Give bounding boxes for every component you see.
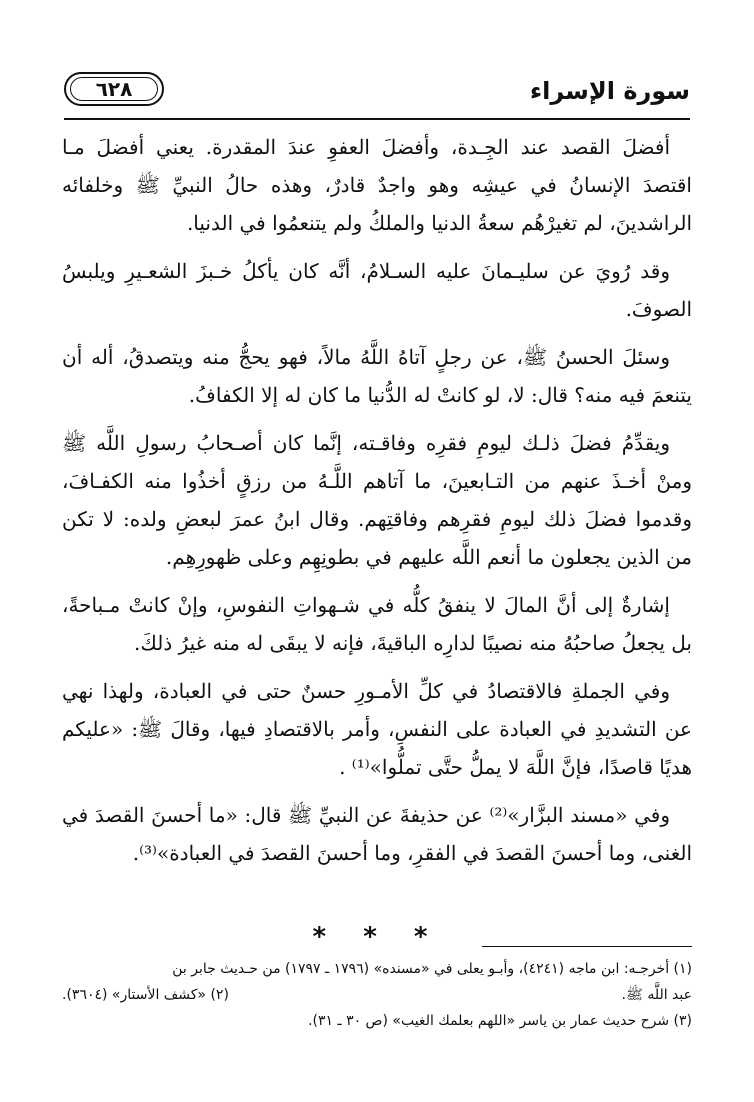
page-number: ٦٢٨	[95, 77, 133, 101]
footnote-3: (٣) شرح حديث عمار بن ياسر «اللهم بعلمك الغيب» (ص ٣٠ ـ ٣١).	[308, 1013, 692, 1029]
surah-title: سورة الإسراء	[529, 77, 690, 105]
page-header	[64, 64, 690, 120]
paragraph-3: وسئلَ الحسنُ ﷺ، عن رجلٍ آتاهُ اللَّهُ مالاً، فهو يحجُّ منه ويتصدقُ، أله أن يتنعمَ فيه منه؟ قال: لا، لو كانتْ له الدُّنيا ما كان له إلا الكفافُ.	[62, 345, 692, 407]
page-number-badge	[64, 72, 164, 106]
footnote-2: (٢) «كشف الأستار» (٣٦٠٤).	[62, 987, 229, 1003]
footnote-row	[62, 982, 692, 1008]
paragraph-5: إشارةٌ إلى أنَّ المالَ لا ينفقُ كلُّه في شـهواتِ النفوسِ، وإنْ كانتْ مـباحةً، بل يجعلُ صاحبُهُ منه نصيبًا لدارِه الباقيةَ، فإنه لا يبقَى له منه غيرُ ذلكَ.	[62, 593, 692, 655]
header-divider	[64, 118, 690, 120]
section-separator: * * *	[312, 922, 442, 952]
paragraph-2: وقد رُويَ عن سليـمانَ عليه السـلامُ، أنَّه كان يأكلُ خـبزَ الشعـيرِ ويلبسُ الصوفَ.	[62, 259, 692, 321]
footnote-divider	[482, 946, 692, 947]
paragraph-1: أفضلَ القصد عند الجِـدة، وأفضلَ العفوِ عندَ المقدرة. يعني أفضلَ مـا اقتصدَ الإنسانُ في عيشِه وهو واجدٌ قادرٌ، وهذه حالُ النبيِّ ﷺ وخلفائه الراشدينَ، لم تغيرْهُم سعةُ الدنيا والملكُ ولم يتنعمُوا في الدنيا.	[62, 135, 692, 235]
paragraph-7: وفي «مسند البزَّار»⁽²⁾ عن حذيفةَ عن النبيِّ ﷺ قال: «ما أحسنَ القصدَ في الغنى، وما أحسنَ القصدَ في الفقرِ، وما أحسنَ القصدَ في العبادة»⁽³⁾.	[62, 803, 692, 865]
footnotes	[62, 956, 692, 1034]
footnote-1-line-1: (١) أخرجـه: ابن ماجه (٤٢٤١)، وأبـو يعلى في «مسنده» (١٧٩٦ ـ ١٧٩٧) من حـديث جابر بن	[172, 961, 692, 977]
paragraph-4: ويقدِّمُ فضلَ ذلـك ليومِ فقرِه وفاقـته، إنَّما كان أصـحابُ رسولِ اللَّه ﷺ ومنْ أخـذَ عنهم من التـابعينَ، ما آتاهم اللَّـهُ من رزقٍ أخذُوا منه الكفـافَ، وقدموا فضلَ ذلك ليومِ فقرِهم وفاقتِهم. وقال ابنُ عمرَ لبعضِ ولده: لا تكن من الذين يجعلون ما أنعم اللَّه عليهم في بطونِهِم وعلى ظهورِهِم.	[62, 431, 692, 569]
paragraph-6: وفي الجملةِ فالاقتصادُ في كلِّ الأمـورِ حسنٌ حتى في العبادة، ولهذا نهي عن التشديدِ في العبادة على النفسِ، وأمر بالاقتصادِ فيها، وقالَ ﷺ: «عليكم هديًا قاصدًا، فإنَّ اللَّهَ لا يملُّ حتَّى تملُّوا»⁽¹⁾ .	[62, 679, 692, 779]
page-body	[62, 128, 692, 882]
footnote-1-line-2: عبد اللَّه ﷺ.	[621, 987, 692, 1003]
